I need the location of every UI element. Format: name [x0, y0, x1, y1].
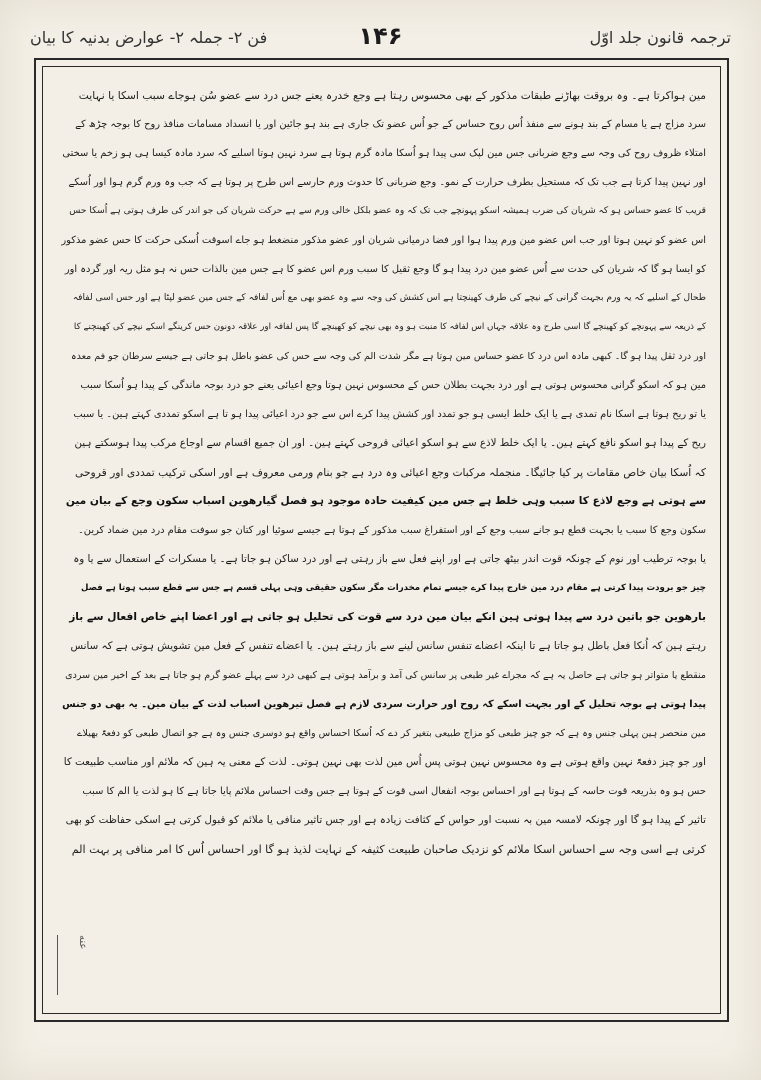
text-line: طحال کے اسلیے کہ یہ ورم بجہت گرانی کے نیچے کی طرف کھینچتا ہے اس کشش کی وجہ سے وہ عضو بھی مع اُس لفافہ کے جس مین عضو لپٹا ہے اور حس اسی لفافہ — [72, 293, 706, 303]
text-line: حس ہو وہ بذریعہ قوت حاسہ کے ہوتا ہے اور احساس بوجہ انفعال اسی قوت کے ہوتا ہے جس وقت احساس ملائم پایا جاتا ہے کا ہو لذت یا الم کا سبب — [82, 786, 706, 797]
text-line: مین ہواکرتا ہے۔ وہ بروقت بھاڑنے طبقات مذکور کے بھی محسوس رہتا ہے وجع خدرہ یعنے جس درد سے عضو سُن ہوجاے سبب اسکا یا نہایت — [78, 89, 706, 102]
section-heading-line: پیدا ہوتی ہے بوجہ تحلیل کے اور بجہت اسکے کہ روح اور حرارت سردی لازم ہے فصل تیرھوین اسباب لذت کے بیان مین۔ یہ بھی دو جنس — [62, 699, 706, 710]
text-line: مین ہو کہ اسکو گرانی محسوس ہوتی ہے اور درد بجہت بطلان حس کے محسوس نہین ہوتا وجع اعیائی یعنے جو درد بوجہ ماندگی کے پیدا ہو اُسکا سبب — [80, 380, 706, 391]
text-line: مین منحصر ہین پہلی جنس وہ ہے کہ جو چیز طبعی کو مزاج طبیعی بتغیر کر دے کہ اُسکا احساس واقع ہو دوسری جنس وہ ہے جو اتصال طبعی کو دفعۃً بھیلاے — [76, 728, 706, 739]
text-line: کو ایسا ہو گا کہ شریان کی حدت سے اُس عضو مین درد پیدا ہو گا وجع ثقیل کا سبب ورم اس عضو کا ہے جس مین بالذات حس نہ ہو مثل ریہ اور گردہ اور — [64, 264, 706, 275]
page-border-outer — [34, 58, 729, 1022]
text-line: رہتے ہین کہ اُنکا فعل باطل ہو جاتا ہے تا اینکہ اعضاے تنفس سانس لینے سے باز رہتے ہین۔ یا اعضاے تنفس کے فعل مین تشویش ہوتی ہے کہ سانس — [70, 640, 706, 652]
section-heading-line: چیز جو برودت پیدا کرتی ہے مقام درد مین خارج پیدا کرے جیسے تمام مخدرات مگر سکون حقیقی وہی پہلی قسم ہے جس سے قطع سبب ہوتا ہے فصل — [81, 583, 706, 593]
text-line: منقطع یا متواتر ہو جاتی ہے حاصل یہ ہے کہ مجراے غیر طبعی پر سانس کی آمد و برآمد ہوتی ہے کبھی درد سے پہلے عضو گرم ہو جاتا ہے بعد کے اخیر مین سردی — [65, 670, 706, 681]
section-heading-line: سے ہوتی ہے وجع لاذع کا سبب وہی خلط ہے جس مین کیفیت حادہ موجود ہو فصل گیارھوین اسباب سکون وجع کے بیان مین — [65, 495, 706, 507]
text-line: اور نہین پیدا کرتا ہے جب تک کہ مستحیل بطرف حرارت کے نمو۔ وجع ضربانی کا حدوث ورم حارسے اس طرح پر ہوتا ہے کہ جب وہ ورم گرم ہوا اور اُسکے — [68, 177, 706, 188]
text-line: کہ اُسکا بیان خاص مقامات پر کیا جائیگا۔ منجملہ مرکبات وجع اعیائی وہ درد ہے جو بنام ورمی معروف ہے اور اسکی ترکیب تمددی اور قروحی — [75, 466, 706, 479]
text-line: اور درد ثقل پیدا ہو گا۔ کبھی مادہ اس درد کا عضو حساس مین ہوتا ہے مگر شدت الم کی وجہ سے حس کی عضو باطل ہو جاتی ہے جیسے سرطان جو فم معدہ — [71, 351, 706, 362]
text-line: اور جو چیز دفعۃً نہین واقع ہوتی ہے وہ محسوس نہین ہوتی پس اُس مین لذت بھی نہین ہوتی۔ لذت کے معنی یہ ہین کہ ملائم اور مناسب طبیعت کا — [63, 756, 706, 768]
text-line: اس عضو کو نہین ہوتا اور جب اس عضو مین ورم پیدا ہوا اور فضا درمیانی شریان اور عضو مذکور منضغط ہو جاے اسوقت اُسکی حرکت کا حس عضو مذکور — [61, 235, 706, 246]
page-header — [30, 22, 731, 58]
margin-annotation: عنه — [57, 935, 88, 995]
text-line: تاثیر کے پیدا ہو گا اور چونکہ لامسہ مین بہ نسبت اور حواس کے کثافت زیادہ ہے اور جس تاثیر منافی یا ملائم کو قبول کرتی ہے اسکی حفاظت کو بھی — [65, 814, 706, 826]
page-border-inner — [42, 66, 721, 1014]
text-line: کرتی ہے اسی وجہ سے احساس اسکا ملائم کو نزدیک صاحبان طبیعت کثیفہ کے نہایت لذیذ ہو گا اور احساس اُس کا امر منافی پر بہت الم — [71, 843, 706, 856]
text-line: یا تو ریح ہوتا ہے اسکا نام تمدی ہے یا ایک خلط ایسی ہو جو تمدد اور کشش پیدا کرے اس سے جو درد اعیائی پیدا ہو تا ہے اسکو تمددی کہتے ہین۔ یا سبب — [73, 409, 706, 420]
text-line: سکون وجع کا سبب یا بجہت قطع ہو جانے سبب وجع کے اور استفراغ سبب مذکور کے ہوتا ہے جیسے سوئیا اور کتان جو سوفت مقام درد مین ضماد کرین۔ — [78, 525, 706, 536]
section-heading-line: بارھوین جو باتین درد سے پیدا ہوتی ہین انکے بیان مین درد سے قوت کی تحلیل ہو جاتی ہے اور اعضا اپنے خاص افعال سے باز — [69, 611, 706, 623]
text-line: سرد مزاج ہے یا مسام کے بند ہونے سے منفذ اُس روح حساس کے جو اُس عضو تک جاری ہے بند ہو جائین اور یا انسداد مسامات منافذ روح کا بوجہ چڑھ کے — [75, 119, 706, 130]
text-line: کے ذریعہ سے پہونچے کو کھینچے گا اسی طرح وہ علاقہ جہاں اس لفافہ کا منبت ہو وہ بھی نیچے کو کھینچے گا پس لفافہ اور علاقہ دونون حس کرینگے اسکے نیچے کی کھینچنے کا — [73, 322, 706, 332]
text-line: ریح کے پیدا ہو اسکو نافع کہتے ہین۔ یا ایک خلط لاذع سے ہو اسکو اعیائی قروحی کہتے ہین۔ اور ان جمیع اقسام سے اوجاع مرکب پیدا ہوسکتے ہین — [74, 437, 706, 449]
text-line: قریب کا عضو حساس ہو کہ شریان کی ضرب ہمیشہ اسکو پہونچے جب تک کہ وہ عضو بلکل خالی ورم سے ہے حرکت شریان کی جو اندر کی طرف ہوتی ہے اُسکا حس — [69, 206, 706, 216]
text-line: یا بوجہ ترطیب اور نوم کے چونکہ قوت اندر بیٹھ جاتی ہے اور اپنے فعل سے باز رہتی ہے اور درد ساکن ہو جاتا ہے۔ یا مسکرات کے استعمال سے یا وہ — [73, 553, 706, 565]
text-line: امتلاء ظروف روح کی وجہ سے وجع ضربانی جس مین لپک سی پیدا ہو اُسکا مادہ گرم ہوتا ہے سرد نہین ہوتا اسلیے کہ سرد مادہ کیسا ہی ہو زخم یا سختی — [62, 148, 706, 159]
body-text — [57, 81, 706, 993]
section-label: فن ۲- جملہ ۲- عوارض بدنیہ کا بیان — [30, 28, 268, 47]
page-number: ۱۴۶ — [358, 22, 403, 50]
book-title: ترجمہ قانون جلد اوّل — [589, 28, 731, 47]
